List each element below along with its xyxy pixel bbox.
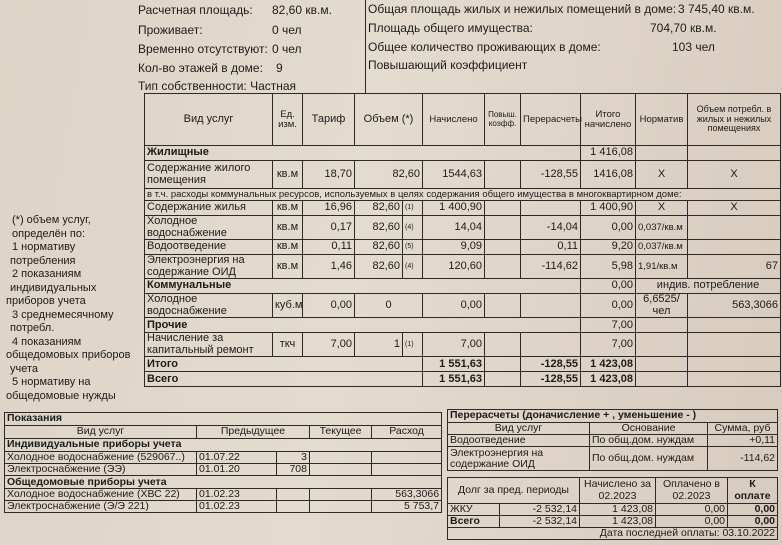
volume-method: (5) [403,240,423,255]
recalc-basis: По общ.дом. нуждам [590,447,708,471]
volume: 1 [355,333,403,357]
section-title: Жилищные [145,146,581,161]
header-previous: Предыдущее [197,426,310,439]
grand-total-accrued: 1 551,63 [423,372,485,387]
consumption: 563,3066 [688,294,781,318]
table-row [448,447,778,471]
debt-accrued: 1 423,08 [580,504,656,516]
unit: куб.м [273,294,303,318]
meter-previous [277,489,310,501]
legend-line: приборов учета [6,295,86,307]
debt-table [447,477,778,540]
residents-value: 103 чел [672,40,715,54]
total-row [145,357,781,372]
volume: 82,60 [355,255,403,279]
coef [485,161,521,189]
unit: кв.м [273,216,303,240]
accrued: 14,04 [423,216,485,240]
debt-label: Всего [448,516,500,528]
section-other [145,318,781,333]
total-area-label: Общая площадь жилых и нежилых помещений в доме: [368,2,677,16]
service-name: Холодное водоснабжение [145,216,273,240]
unit: кв.м [273,255,303,279]
accrued: 7,00 [423,333,485,357]
living-value: 0 чел [272,23,302,37]
tariff: 1,46 [303,255,355,279]
tariff: 0,11 [303,240,355,255]
meter-name: Электроснабжение (ЭЭ) [5,464,197,476]
recalc: 0,11 [521,240,581,255]
consumption: 67 [688,255,781,279]
unit: ткч [273,333,303,357]
total: 0,00 [581,216,636,240]
recalc-table [447,409,778,471]
volume: 82,60 [355,201,403,216]
section-title: Прочие [145,318,581,333]
meter-name: Холодное водоснабжение (529067..) [5,452,197,464]
total: 9,20 [581,240,636,255]
header-service: Вид услуг [5,426,197,439]
recalc: -14,04 [521,216,581,240]
volume: 82,60 [355,240,403,255]
meter-current [310,452,372,464]
table-row [145,333,781,357]
service-name: Электроэнергия на содержание ОИД [145,255,273,279]
section-total: 0,00 [581,279,636,294]
header-coef: Повыш. коэфф. [485,94,521,146]
consumption: X [688,201,781,216]
legend-line: 3 среднемесячному [12,308,114,321]
table-row [145,201,781,216]
norm: X [636,201,688,216]
top-divider [365,0,366,93]
table-row [145,216,781,240]
debt-paid: 0,00 [656,516,728,528]
debt-previous: -2 532,14 [500,516,580,528]
readings-title: Показания [5,413,442,426]
total-area-value: 3 745,40 кв.м. [678,2,755,16]
table-row [145,294,781,318]
recalc-sum: +0,11 [708,435,778,447]
volume-method: (1) [403,333,423,357]
grand-total-recalc: -128,55 [521,372,581,387]
table-row [5,489,442,501]
tariff: 16,96 [303,201,355,216]
accrued: 9,09 [423,240,485,255]
volume-method: (4) [403,216,423,240]
header-debt: Долг за пред. периоды [448,478,580,504]
grand-total-row [145,372,781,387]
header-basis: Основание [590,423,708,435]
table-row [145,161,781,189]
norm: 0,037/кв.м [636,216,688,240]
consumption [688,216,781,240]
service-name: Содержание жилого помещения [145,161,273,189]
total: 5,98 [581,255,636,279]
volume: 82,60 [355,161,423,189]
header-service: Вид услуг [448,423,590,435]
common-area-value: 704,70 кв.м. [650,21,717,35]
section-title: Коммунальные [145,279,581,294]
recalc-basis: По общ.дом. нуждам [590,435,708,447]
legend-line: 4 показаниям [12,335,82,348]
meter-name: Холодное водоснабжение (ХВС 22) [5,489,197,501]
last-payment-date: Дата последней оплаты: 03.10.2022 [448,528,778,540]
charges-header-row [145,94,781,146]
debt-accrued: 1 423,08 [580,516,656,528]
total-recalc: -128,55 [521,357,581,372]
area-label: Расчетная площадь: [138,3,253,17]
meter-current [310,464,372,476]
readings-header-row [5,426,442,439]
norm: 6,6525/чел [636,294,688,318]
ind-meters-title: Индивидуальные приборы учета [5,439,442,452]
section-housing [145,146,781,161]
tariff: 7,00 [303,333,355,357]
area-value: 82,60 кв.м. [272,3,332,17]
legend-line: потребления [10,254,76,267]
header-paid: Оплачено в 02.2023 [656,478,728,504]
recalc-sum: -114,62 [708,447,778,471]
recalc: -114,62 [521,255,581,279]
table-row [5,501,442,513]
meter-consumption [372,464,442,476]
unit: кв.м [273,161,303,189]
ownership: Тип собственности: Частная [138,79,297,93]
table-row [448,516,778,528]
volume-method: (4) [403,255,423,279]
tariff: 0,00 [303,294,355,318]
meter-date: 01.07.22 [197,452,277,464]
floors-value: 9 [276,61,283,75]
charges-table [144,93,781,387]
common-note-row [145,189,781,201]
grand-total-label: Всего [145,372,423,387]
legend-line: учета [10,362,39,375]
meter-name: Электроснабжение (Э/Э 221) [5,501,197,513]
meter-date: 01.01.20 [197,464,277,476]
absent-label: Временно отсутствуют: [138,42,268,56]
header-current: Текущее [310,426,372,439]
header-service: Вид услуг [145,94,273,146]
readings-table [4,412,442,513]
volume: 0 [355,294,423,318]
unit: кв.м [273,201,303,216]
accrued: 1 400,90 [423,201,485,216]
service-name: Водоотведение [145,240,273,255]
legend-line: 1 нормативу [12,241,76,253]
legend-line: общедомовые нужды [6,389,116,402]
total-sum: 1 423,08 [581,357,636,372]
section-norm-note: индив. потребление [636,279,781,294]
table-row [448,435,778,447]
table-row [5,464,442,476]
norm: X [636,161,688,189]
section-total: 7,00 [581,318,636,333]
header-consumption: Расход [372,426,442,439]
meter-previous: 3 [277,452,310,464]
header-unit: Ед. изм. [273,94,303,146]
debt-label: ЖКУ [448,504,500,516]
recalc-service: Электроэнергия на содержание ОИД [448,447,590,471]
accrued: 120,60 [423,255,485,279]
meter-current [310,489,372,501]
debt-to-pay: 0,00 [728,516,778,528]
volume-method: (1) [403,201,423,216]
unit: кв.м [273,240,303,255]
header-total: Итого начислено [581,94,636,146]
recalc: -128,55 [521,161,581,189]
header-tariff: Тариф [303,94,355,146]
total: 1 400,90 [581,201,636,216]
total-accrued: 1 551,63 [423,357,485,372]
meter-previous: 708 [277,464,310,476]
recalc-title: Перерасчеты (доначисление + , уменьшение - ) [448,410,778,423]
accrued: 0,00 [423,294,485,318]
table-row [145,255,781,279]
total: 7,00 [581,333,636,357]
meter-date: 01.02.23 [197,501,277,513]
legend-line: 5 нормативу на [12,376,91,388]
table-row [5,452,442,464]
norm: 0,037/кв.м [636,240,688,255]
common-area-label: Площадь общего имущества: [368,21,533,35]
section-total: 1 416,08 [581,146,636,161]
common-note: в т.ч. расходы коммунальных ресурсов, используемых в целях содержания общего имущества в многоквартирном доме: [145,189,781,201]
debt-previous: -2 532,14 [500,504,580,516]
legend-line: индивидуальных [10,281,97,294]
meter-previous [277,501,310,513]
legend-line: 2 показаниям [12,268,82,280]
total-label: Итого [145,357,423,372]
living-label: Проживает: [138,23,203,37]
meter-date: 01.02.23 [197,489,277,501]
absent-value: 0 чел [272,42,302,56]
service-name: Начисление за капитальный ремонт [145,333,273,357]
legend-line: определён по: [12,227,86,240]
total: 1416,08 [581,161,636,189]
header-volume: Объем (*) [355,94,423,146]
service-name: Содержание жилья [145,201,273,216]
tariff: 18,70 [303,161,355,189]
header-sum: Сумма, руб [708,423,778,435]
header-consumption: Объем потребл. в жилых и нежилых помещениях [688,94,781,146]
section-communal [145,279,781,294]
debt-to-pay: 0,00 [728,504,778,516]
recalc-header-row [448,423,778,435]
table-row [145,240,781,255]
meter-current [310,501,372,513]
header-to-pay: К оплате [728,478,778,504]
recalc-service: Водоотведение [448,435,590,447]
header-norm: Норматив [636,94,688,146]
coef-label: Повышающий коэффициент [368,58,528,72]
legend-line: потребл. [10,322,55,334]
consumption [688,240,781,255]
volume: 82,60 [355,216,403,240]
grand-total-sum: 1 423,08 [581,372,636,387]
header-accrued: Начислено за 02.2023 [580,478,656,504]
meter-consumption: 563,3066 [372,489,442,501]
total: 0,00 [581,294,636,318]
common-meters-title: Общедомовые приборы учета [5,476,442,489]
legend-line: общедомовых приборов [6,349,131,361]
norm: 1,91/кв.м [636,255,688,279]
header-accrued: Начислено [423,94,485,146]
debt-paid: 0,00 [656,504,728,516]
tariff: 0,17 [303,216,355,240]
meter-consumption [372,452,442,464]
table-row [448,504,778,516]
consumption: X [688,161,781,189]
meter-consumption: 5 753,7 [372,501,442,513]
legend-line: (*) объем услуг, [12,214,91,226]
recalc [485,201,521,216]
volume-legend [6,214,130,403]
debt-header-row [448,478,778,504]
residents-label: Общее количество проживающих в доме: [368,40,601,54]
floors-label: Кол-во этажей в доме: [138,61,263,75]
header-recalc: Перерасчеты [521,94,581,146]
accrued: 1544,63 [423,161,485,189]
service-name: Холодное водоснабжение [145,294,273,318]
